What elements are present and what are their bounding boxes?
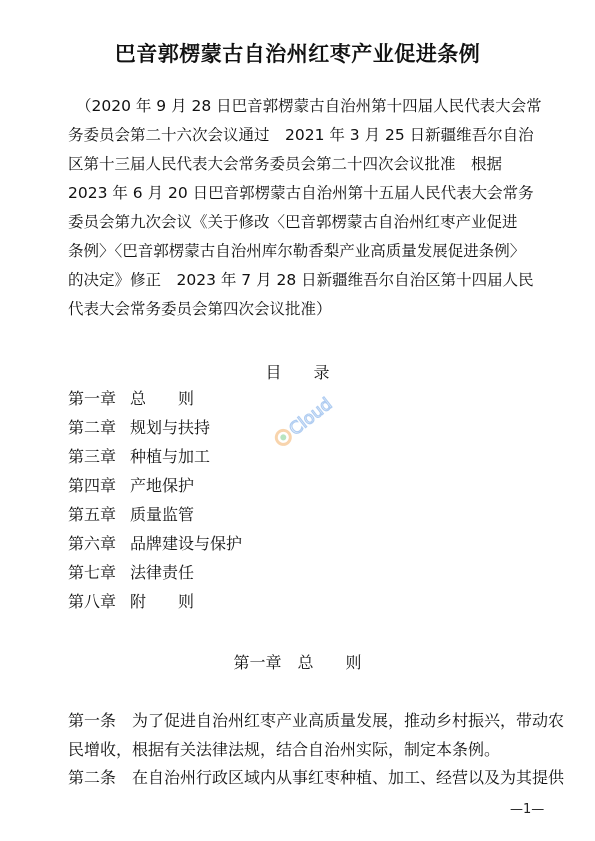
toc-chapter-number: 第五章 xyxy=(68,505,117,524)
document-title: 巴音郭楞蒙古自治州红枣产业促进条例 xyxy=(114,41,481,66)
toc-chapter-number: 第四章 xyxy=(68,476,117,495)
article-line: 第二条 在自治州行政区域内从事红枣种植、加工、经营以及为其提供 xyxy=(36,768,565,787)
preamble-line: 代表大会常务委员会第四次会议批准） xyxy=(68,300,332,318)
toc-item[interactable] xyxy=(68,446,242,475)
article-line: 第一条 为了促进自治州红枣产业高质量发展，推动乡村振兴，带动农 xyxy=(36,711,565,730)
toc-chapter-number: 第八章 xyxy=(68,592,117,611)
preamble-line: 委员会第九次会议《关于修改〈巴音郭楞蒙古自治州红枣产业促进 xyxy=(68,213,518,231)
chapter-heading: 第一章 总 则 xyxy=(233,653,362,672)
toc-chapter-title: 品牌建设与保护 xyxy=(130,534,243,553)
preamble-line: 区第十三届人民代表大会常务委员会第二十四次会议批准 根据 xyxy=(68,155,503,173)
toc-chapter-number: 第三章 xyxy=(68,447,117,466)
toc-chapter-title: 总 则 xyxy=(130,389,195,408)
article-line: 民增收，根据有关法律法规，结合自治州实际，制定本条例。 xyxy=(68,740,501,759)
toc-item[interactable] xyxy=(68,533,242,562)
preamble-line: 的决定》修正 2023 年 7 月 28 日新疆维吾尔自治区第十四届人民 xyxy=(68,271,534,289)
toc-chapter-number: 第六章 xyxy=(68,534,117,553)
toc-chapter-title: 附 则 xyxy=(130,592,195,611)
toc-item[interactable] xyxy=(68,504,242,533)
toc-item[interactable] xyxy=(68,388,242,417)
toc-heading: 目 录 xyxy=(265,363,330,382)
toc-chapter-title: 法律责任 xyxy=(130,563,195,582)
toc-item[interactable] xyxy=(68,562,242,591)
preamble-line: （2020 年 9 月 28 日巴音郭楞蒙古自治州第十四届人民代表大会常 xyxy=(76,97,542,115)
toc-chapter-number: 第二章 xyxy=(68,418,117,437)
table-of-contents xyxy=(68,388,242,620)
toc-chapter-title: 规划与扶持 xyxy=(130,418,211,437)
toc-chapter-title: 质量监管 xyxy=(130,505,195,524)
toc-item[interactable] xyxy=(68,417,242,446)
toc-chapter-number: 第七章 xyxy=(68,563,117,582)
preamble-line: 条例〉〈巴音郭楞蒙古自治州库尔勒香梨产业高质量发展促进条例〉 xyxy=(68,242,526,260)
toc-chapter-title: 产地保护 xyxy=(130,476,195,495)
watermark-text: Cloud xyxy=(285,394,337,440)
toc-chapter-title: 种植与加工 xyxy=(130,447,211,466)
cloud-watermark-icon xyxy=(262,382,344,462)
toc-chapter-number: 第一章 xyxy=(68,389,117,408)
toc-item[interactable] xyxy=(68,475,242,504)
toc-item[interactable] xyxy=(68,591,242,620)
page-number: —1— xyxy=(510,802,545,817)
preamble-line: 2023 年 6 月 20 日巴音郭楞蒙古自治州第十五届人民代表大会常务 xyxy=(68,184,534,202)
preamble-line: 务委员会第二十六次会议通过 2021 年 3 月 25 日新疆维吾尔自治 xyxy=(68,126,534,144)
